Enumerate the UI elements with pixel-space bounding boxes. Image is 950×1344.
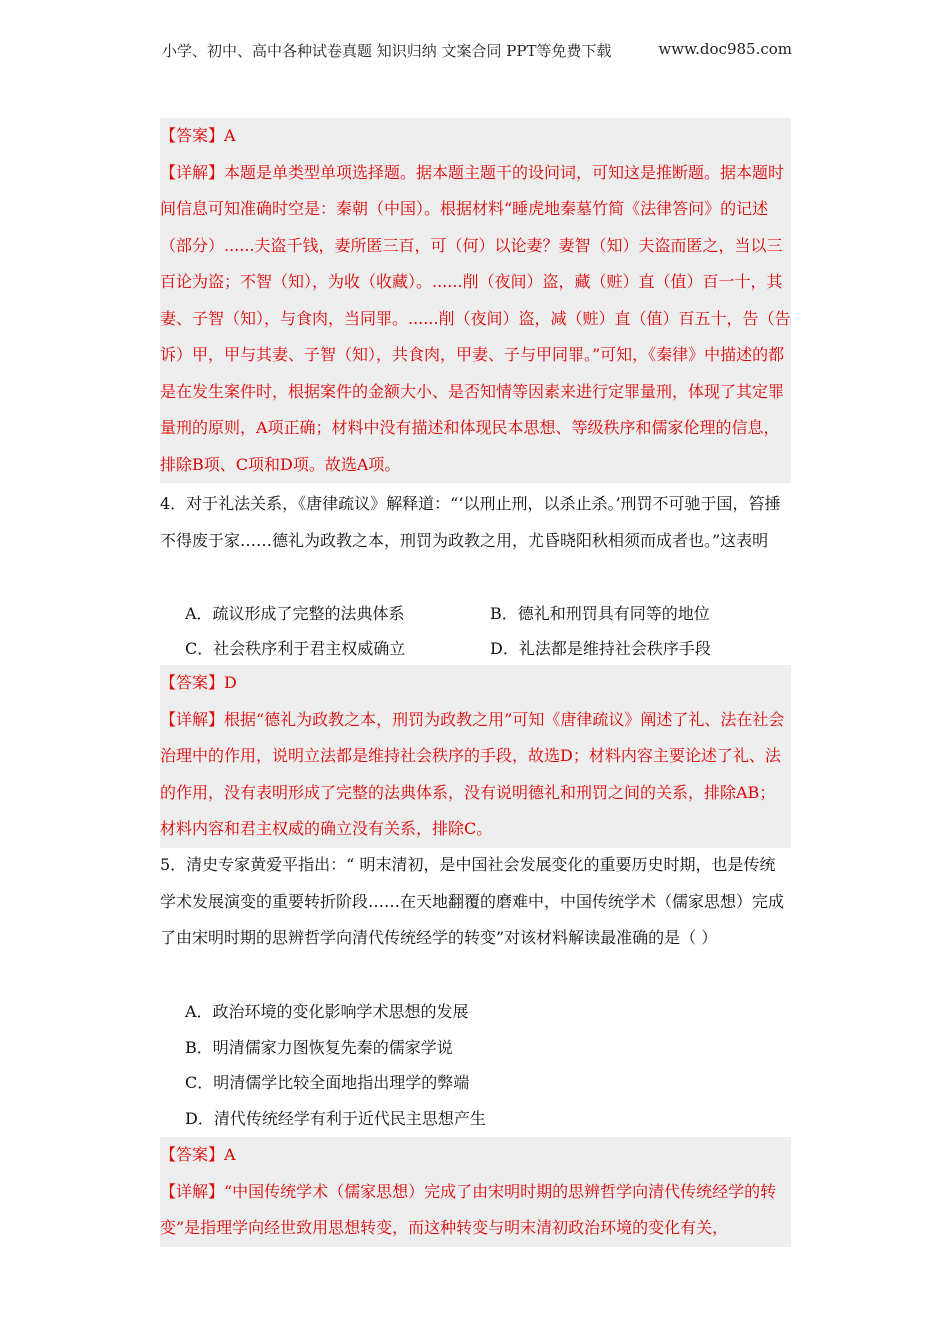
option-a: A．政治环境的变化影响学术思想的发展 [185,1002,469,1021]
option-b: B．明清儒家力图恢复先秦的儒家学说 [185,1037,453,1057]
answer-block-5 [160,1137,791,1247]
answer-detail: 【详解】“中国传统学术（儒家思想）完成了由宋明时期的思辨哲学向清代传统经学的转变”是指理学向经世致用思想转变，而这种转变与明末清初政治环境的变化有关， [160,1181,777,1237]
header-website: www.doc985.com [658,40,792,58]
option-c: C．明清儒学比较全面地指出理学的弊端 [185,1073,470,1092]
answer-label: 【答案】A [160,1145,236,1164]
answer-block-3 [160,118,791,483]
option-b: B．德礼和刑罚具有同等的地位 [490,604,710,623]
answer-label: 【答案】A [160,126,236,145]
page-header [162,40,792,61]
question-5 [160,847,791,957]
answer-detail: 【详解】本题是单类型单项选择题。据本题主题干的设问词，可知这是推断题。据本题时间信息可知准确时空是：秦朝（中国）。根据材料“睡虎地秦墓竹简《法律答问》的记述（部分）......夫盗千钱，妻所匿三百，可（何）以论妻？妻智（知）夫盗而匿之，当以三百论为盗；不智（知），为收（收藏）。......削（夜间）盗，藏（赃）直（值）百一十，其妻、子智（知），与食肉，当同罪。......削（夜间）盗，减（赃）直（值）百五十，告（告诉）甲，甲与其妻、子智（知），共食肉，甲妻、子与甲同罪。”可知，《秦律》中描述的都是在发生案件时，根据案件的金额大小、是否知情等因素来进行定罪量刑，体现了其定罪量刑的原则，A项正确；材料中没有描述和体现民本思想、等级秩序和儒家伦理的信息，排除B项、C项和D项。故选A项。 [160,162,791,474]
option-c: C．社会秩序利于君主权威确立 [185,639,406,658]
question-4-options [160,596,816,666]
answer-block-4 [160,665,791,848]
option-d: D．清代传统经学有利于近代民主思想产生 [185,1108,486,1128]
option-a: A．疏议形成了完整的法典体系 [185,604,405,623]
question-stem: 4．对于礼法关系，《唐律疏议》解释道：“‘以刑止刑，以杀止杀。’刑罚不可驰于国，笞捶不得废于家……德礼为政教之本，刑罚为政教之用，尤昏晓阳秋相须而成者也。”这表明 [160,494,781,550]
question-stem: 5．清史专家黄爱平指出：“ 明末清初，是中国社会发展变化的重要历史时期，也是传统学术发展演变的重要转折阶段……在天地翻覆的磨难中，中国传统学术（儒家思想）完成了由宋明时期的思辨哲学向清代传统经学的转变”对该材料解读最准确的是（ ） [160,855,785,947]
answer-detail: 【详解】根据“德礼为政教之本，刑罚为政教之用”可知《唐律疏议》阐述了礼、法在社会治理中的作用，说明立法都是维持社会秩序的手段，故选D；材料内容主要论述了礼、法的作用，没有表明形成了完整的法典体系，没有说明德礼和刑罚之间的关系，排除AB；材料内容和君主权威的确立没有关系，排除C。 [160,709,785,838]
header-left-text: 小学、初中、高中各种试卷真题 知识归纳 文案合同 PPT等免费下载 [162,42,612,60]
option-d: D．礼法都是维持社会秩序手段 [490,639,711,658]
answer-label: 【答案】D [160,673,237,692]
question-5-options [160,994,816,1136]
question-4 [160,486,791,559]
